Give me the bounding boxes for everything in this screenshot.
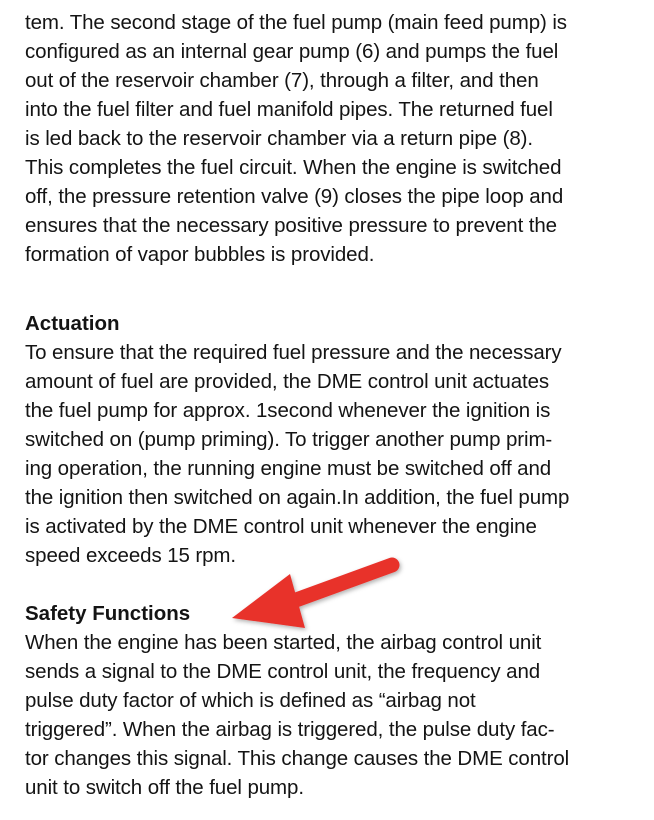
safety-functions-heading: Safety Functions [25, 602, 191, 625]
text-line: into the fuel filter and fuel manifold pipes. The returned fuel [25, 98, 553, 121]
text-line: the ignition then switched on again.In addition, the fuel pump [25, 486, 570, 509]
text-line: sends a signal to the DME control unit, the frequency and [25, 660, 541, 683]
text-line: is led back to the reservoir chamber via a return pipe (8). [25, 127, 533, 150]
safety-paragraph [25, 628, 569, 802]
actuation-heading: Actuation [25, 312, 120, 335]
text-line: To ensure that the required fuel pressure and the necessary [25, 341, 562, 364]
arrow-shaft [296, 565, 392, 600]
arrow-head [232, 574, 305, 628]
text-line: ing operation, the running engine must be switched off and [25, 457, 552, 480]
text-line: off, the pressure retention valve (9) closes the pipe loop and [25, 185, 564, 208]
text-line: amount of fuel are provided, the DME control unit actuates [25, 370, 550, 393]
text-line: out of the reservoir chamber (7), through a filter, and then [25, 69, 539, 92]
text-line: triggered”. When the airbag is triggered, the pulse duty fac- [25, 718, 555, 741]
text-line: When the engine has been started, the airbag control unit [25, 631, 542, 654]
text-line: ensures that the necessary positive pressure to prevent the [25, 214, 557, 237]
intro-paragraph [25, 8, 567, 269]
text-line: unit to switch off the fuel pump. [25, 776, 304, 799]
text-line: configured as an internal gear pump (6) and pumps the fuel [25, 40, 559, 63]
text-line: tor changes this signal. This change causes the DME control [25, 747, 570, 770]
text-line: is activated by the DME control unit whenever the engine [25, 515, 537, 538]
text-line: speed exceeds 15 rpm. [25, 544, 236, 567]
text-line: switched on (pump priming). To trigger another pump prim- [25, 428, 553, 451]
text-line: tem. The second stage of the fuel pump (main feed pump) is [25, 11, 567, 34]
text-line: formation of vapor bubbles is provided. [25, 243, 375, 266]
text-line: pulse duty factor of which is defined as “airbag not [25, 689, 476, 712]
text-line: This completes the fuel circuit. When the engine is switched [25, 156, 562, 179]
text-line: the fuel pump for approx. 1second whenever the ignition is [25, 399, 551, 422]
actuation-paragraph [25, 338, 569, 570]
